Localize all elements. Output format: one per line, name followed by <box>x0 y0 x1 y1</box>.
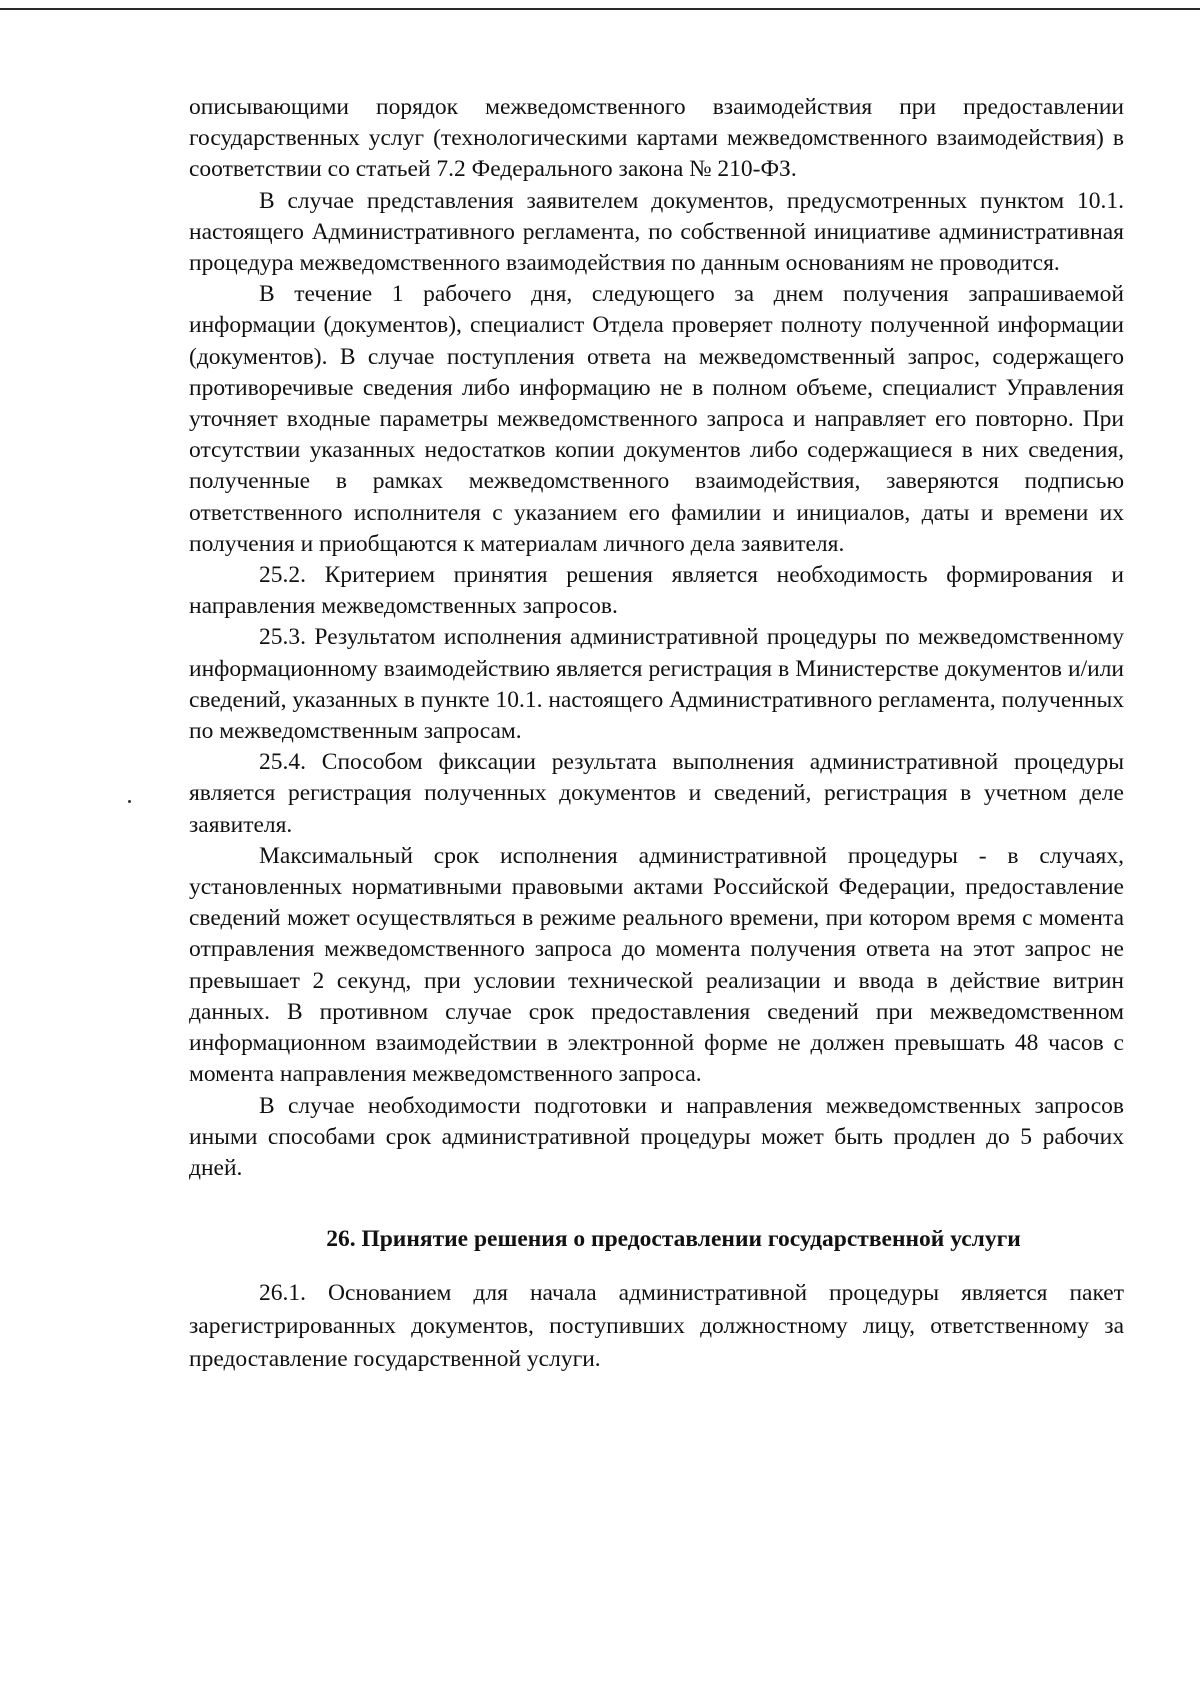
paragraph-25-4: 25.4. Способом фиксации результата выполнения административной процедуры является регистрация полученных документов и сведений, регистрация в учетном деле заявителя. <box>189 749 1124 838</box>
paragraph-own-initiative: В случае представления заявителем документов, предусмотренных пунктом 10.1. настоящего Административного регламента, по собственной инициативе административная процедура межведомственного взаимодействия по данным основаниям не проводится. <box>189 187 1124 277</box>
paragraph-verification: В течение 1 рабочего дня, следующего за днем получения запрашиваемой информации (документов), специалист Отдела проверяет полноту полученной информации (документов). В случае поступления ответа на межведомственный запрос, содержащего противоречивые сведения либо информацию не в полном объеме, специалист Управления уточняет входные параметры межведомственного запроса и направляет его повторно. При отсутствии указанных недостатков копии документов либо содержащиеся в них сведения, полученные в рамках межведомственного взаимодействия, заверяются подписью ответственного исполнителя с указанием его фамилии и инициалов, даты и времени их получения и приобщаются к материалам личного дела заявителя. <box>189 281 1124 557</box>
section-heading-26: 26. Принятие решения о предоставлении государственной услуги <box>326 1226 1021 1253</box>
paragraph-25-2: 25.2. Критерием принятия решения является необходимость формирования и направления межведомственных запросов. <box>189 562 1124 620</box>
document-page <box>189 92 1124 1376</box>
scan-speck <box>128 800 131 803</box>
paragraph-25-3: 25.3. Результатом исполнения административной процедуры по межведомственному информационному взаимодействию является регистрация в Министерстве документов и/или сведений, указанных в пункте 10.1. настоящего Административного регламента, полученных по межведомственным запросам. <box>189 624 1124 745</box>
paragraph-max-term: Максимальный срок исполнения административной процедуры - в случаях, установленных нормативными правовыми актами Российской Федерации, предоставление сведений может осуществляться в режиме реального времени, при котором время с момента отправления межведомственного запроса до момента получения ответа на этот запрос не превышает 2 секунд, при условии технической реализации и ввода в действие витрин данных. В противном случае срок предоставления сведений при межведомственном информационном взаимодействии в электронной форме не должен превышать 48 часов с момента направления межведомственного запроса. <box>189 842 1124 1088</box>
paragraph-extension: В случае необходимости подготовки и направления межведомственных запросов иными способами срок административной процедуры может быть продлен до 5 рабочих дней. <box>189 1092 1124 1181</box>
paragraph-26-1: 26.1. Основанием для начала административной процедуры является пакет зарегистрированных документов, поступивших должностному лицу, ответственному за предоставление государственной услуги. <box>189 1280 1124 1373</box>
paragraph-continuation: описывающими порядок межведомственного взаимодействия при предоставлении государственных услуг (технологическими картами межведомственного взаимодействия) в соответствии со статьей 7.2 Федерального закона № 210-ФЗ. <box>189 94 1124 183</box>
top-border-line <box>0 8 1200 10</box>
